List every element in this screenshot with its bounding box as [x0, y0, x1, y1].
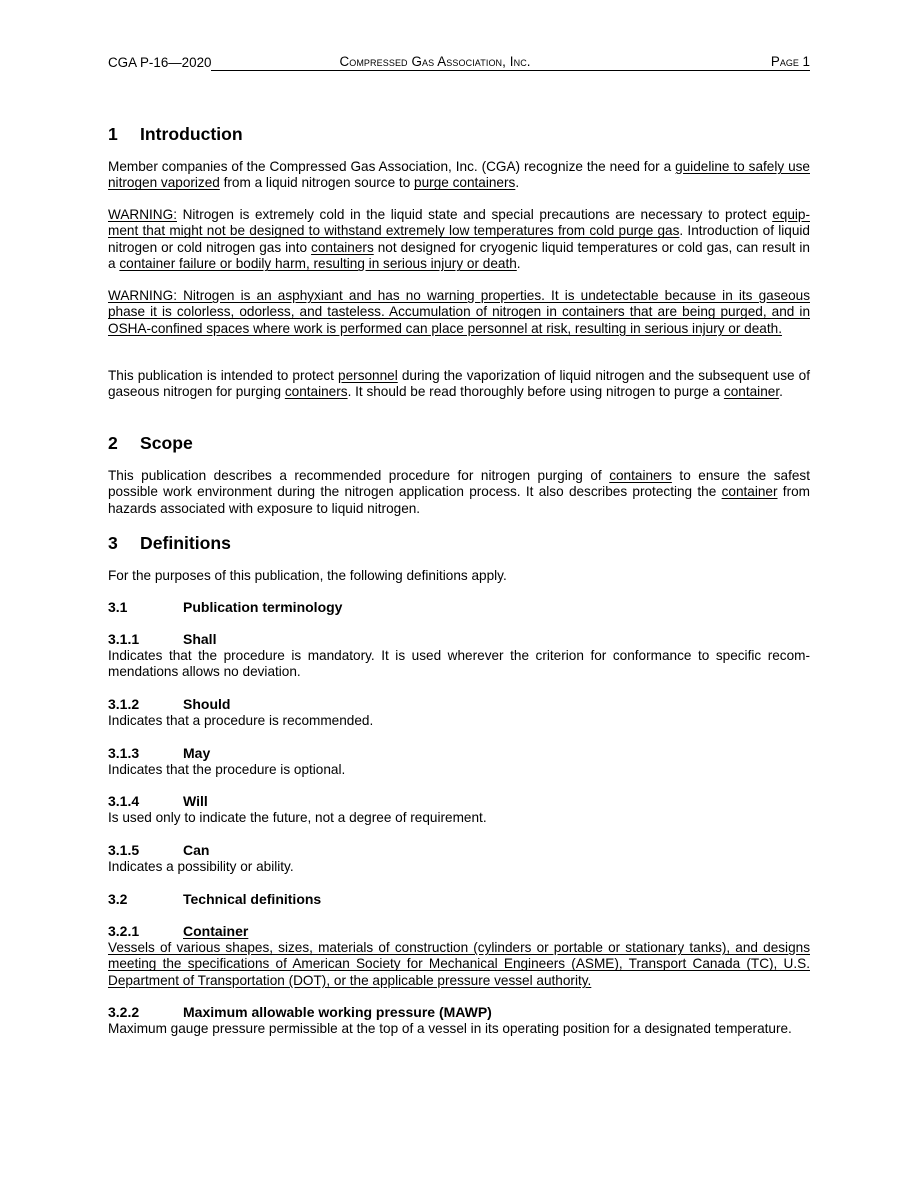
definition-text-container: Vessels of various shapes, sizes, materials of construction (cylinders or portable or stationary tanks), and designs meeting the specifications of American Society for Mechanical Engineers (ASME), Transport Canada (TC), U.S. Department of Transportation (DOT), or the applicable pressure vessel authority. [108, 940, 810, 988]
definition-number: 3.2.2 [108, 1004, 140, 1020]
underlined-text: container failure or bodily harm, resulting in serious injury or death [119, 256, 517, 272]
definition-term: Container [183, 923, 249, 939]
section-heading-definitions [108, 533, 231, 553]
definition-heading-container [108, 923, 248, 939]
header-organization: Compressed Gas Association, Inc. [339, 54, 531, 69]
definition-heading-will [108, 793, 208, 809]
text-run: . [516, 256, 521, 272]
text-run: This publication is intended to protect [108, 368, 339, 383]
text-run: during the vaporization of liquid nitrogen and the subsequent use of gaseous nitrogen for purging [108, 368, 810, 400]
section-title: Introduction [140, 124, 243, 144]
section-heading-introduction [108, 124, 243, 144]
definition-term: Can [183, 842, 210, 858]
text-run: Member companies of the Compressed Gas Association, Inc. (CGA) recognize the need for a [108, 159, 676, 174]
section-heading-scope [108, 433, 193, 453]
definition-number: 3.2.1 [108, 923, 140, 939]
underlined-text: containers [311, 239, 374, 255]
text-run: to ensure the safest possible work environment during the nitrogen application process. It also describes protecting the [108, 468, 810, 500]
underlined-text: purge containers [414, 175, 516, 191]
underlined-text: equip-ment that might not be designed to withstand extremely low temperatures from cold purge gas [108, 207, 810, 239]
underlined-text: containers [284, 384, 348, 400]
definition-text-will: Is used only to indicate the future, not a degree of requirement. [108, 810, 487, 825]
subsection-title: Publication terminology [183, 599, 343, 615]
definition-heading-may [108, 745, 210, 761]
definition-text-may: Indicates that the procedure is optional. [108, 762, 346, 777]
subsection-heading-publication-terminology [108, 599, 342, 615]
document-id: CGA P-16—2020 [108, 55, 212, 70]
definition-heading-shall [108, 631, 216, 647]
definition-heading-mawp [108, 1004, 492, 1020]
warning-paragraph-cold [108, 207, 810, 273]
definitions-intro: For the purposes of this publication, the following definitions apply. [108, 568, 507, 583]
section-title: Scope [140, 433, 193, 453]
subsection-title: Technical definitions [183, 891, 322, 907]
definition-number: 3.1.1 [108, 631, 140, 647]
underlined-text: personnel [338, 368, 398, 383]
underlined-text: containers [609, 468, 672, 483]
scope-paragraph [108, 468, 810, 517]
text-run: This publication describes a recommended procedure for nitrogen purging of [108, 468, 610, 483]
text-run: from hazards associated with exposure to liquid nitrogen. [108, 484, 810, 516]
underlined-text: guideline to safely use nitrogen vaporized [108, 159, 810, 191]
definition-text-should: Indicates that a procedure is recommended. [108, 713, 374, 728]
definition-number: 3.1.5 [108, 842, 140, 858]
subsection-heading-technical-definitions [108, 891, 321, 907]
running-header [108, 54, 810, 71]
definition-text-mawp: Maximum gauge pressure permissible at the top of a vessel in its operating position for a designated temperature. [108, 1021, 792, 1036]
section-number: 1 [108, 124, 118, 144]
header-rule-right [531, 57, 771, 71]
section-title: Definitions [140, 533, 231, 553]
text-run: . [515, 175, 520, 191]
page-number: Page 1 [770, 54, 810, 69]
text-run: . It should be read thoroughly before using nitrogen to purge a [347, 384, 724, 400]
text-run: . Introduction of liquid nitrogen or cold nitrogen gas into [108, 223, 810, 255]
definition-text-can: Indicates a possibility or ability. [108, 859, 294, 874]
header-rule-left [211, 57, 339, 71]
definition-term: Should [183, 696, 231, 712]
section-number: 3 [108, 533, 118, 553]
underlined-text: container [721, 484, 778, 500]
text-run: Nitrogen is extremely cold in the liquid state and special precautions are necessary to protect [176, 207, 773, 222]
definition-text-shall: Indicates that the procedure is mandatory. It is used wherever the criterion for conformance to specific recom-mendations allows no deviation. [108, 648, 810, 680]
intro-paragraph-1 [108, 159, 810, 192]
definition-heading-should [108, 696, 230, 712]
text-run: from a liquid nitrogen source to [219, 175, 415, 191]
definition-term: Shall [183, 631, 217, 647]
subsection-number: 3.2 [108, 891, 128, 907]
definition-heading-can [108, 842, 209, 858]
section-number: 2 [108, 433, 118, 453]
definition-term: Will [183, 793, 208, 809]
definition-number: 3.1.3 [108, 745, 140, 761]
subsection-number: 3.1 [108, 599, 128, 615]
definition-term: Maximum allowable working pressure (MAWP) [183, 1004, 492, 1020]
text-run: not designed for cryogenic liquid temperatures or cold gas, can result in a [108, 239, 810, 272]
text-run: . [779, 384, 783, 400]
intro-paragraph-purpose [108, 368, 810, 401]
underlined-text: container [723, 384, 780, 400]
definition-number: 3.1.4 [108, 793, 140, 809]
definition-term: May [183, 745, 211, 761]
definition-number: 3.1.2 [108, 696, 140, 712]
warning-paragraph-asphyxiant: WARNING: Nitrogen is an asphyxiant and has no warning properties. It is undetectable because in its gaseous phase it is colorless, odorless, and tasteless. Accumulation of nitrogen in containers that are being purged, and in OSHA-confined spaces where work is performed can place personnel at risk, resulting in serious injury or death. [108, 288, 810, 336]
warning-label: WARNING: [108, 207, 177, 222]
